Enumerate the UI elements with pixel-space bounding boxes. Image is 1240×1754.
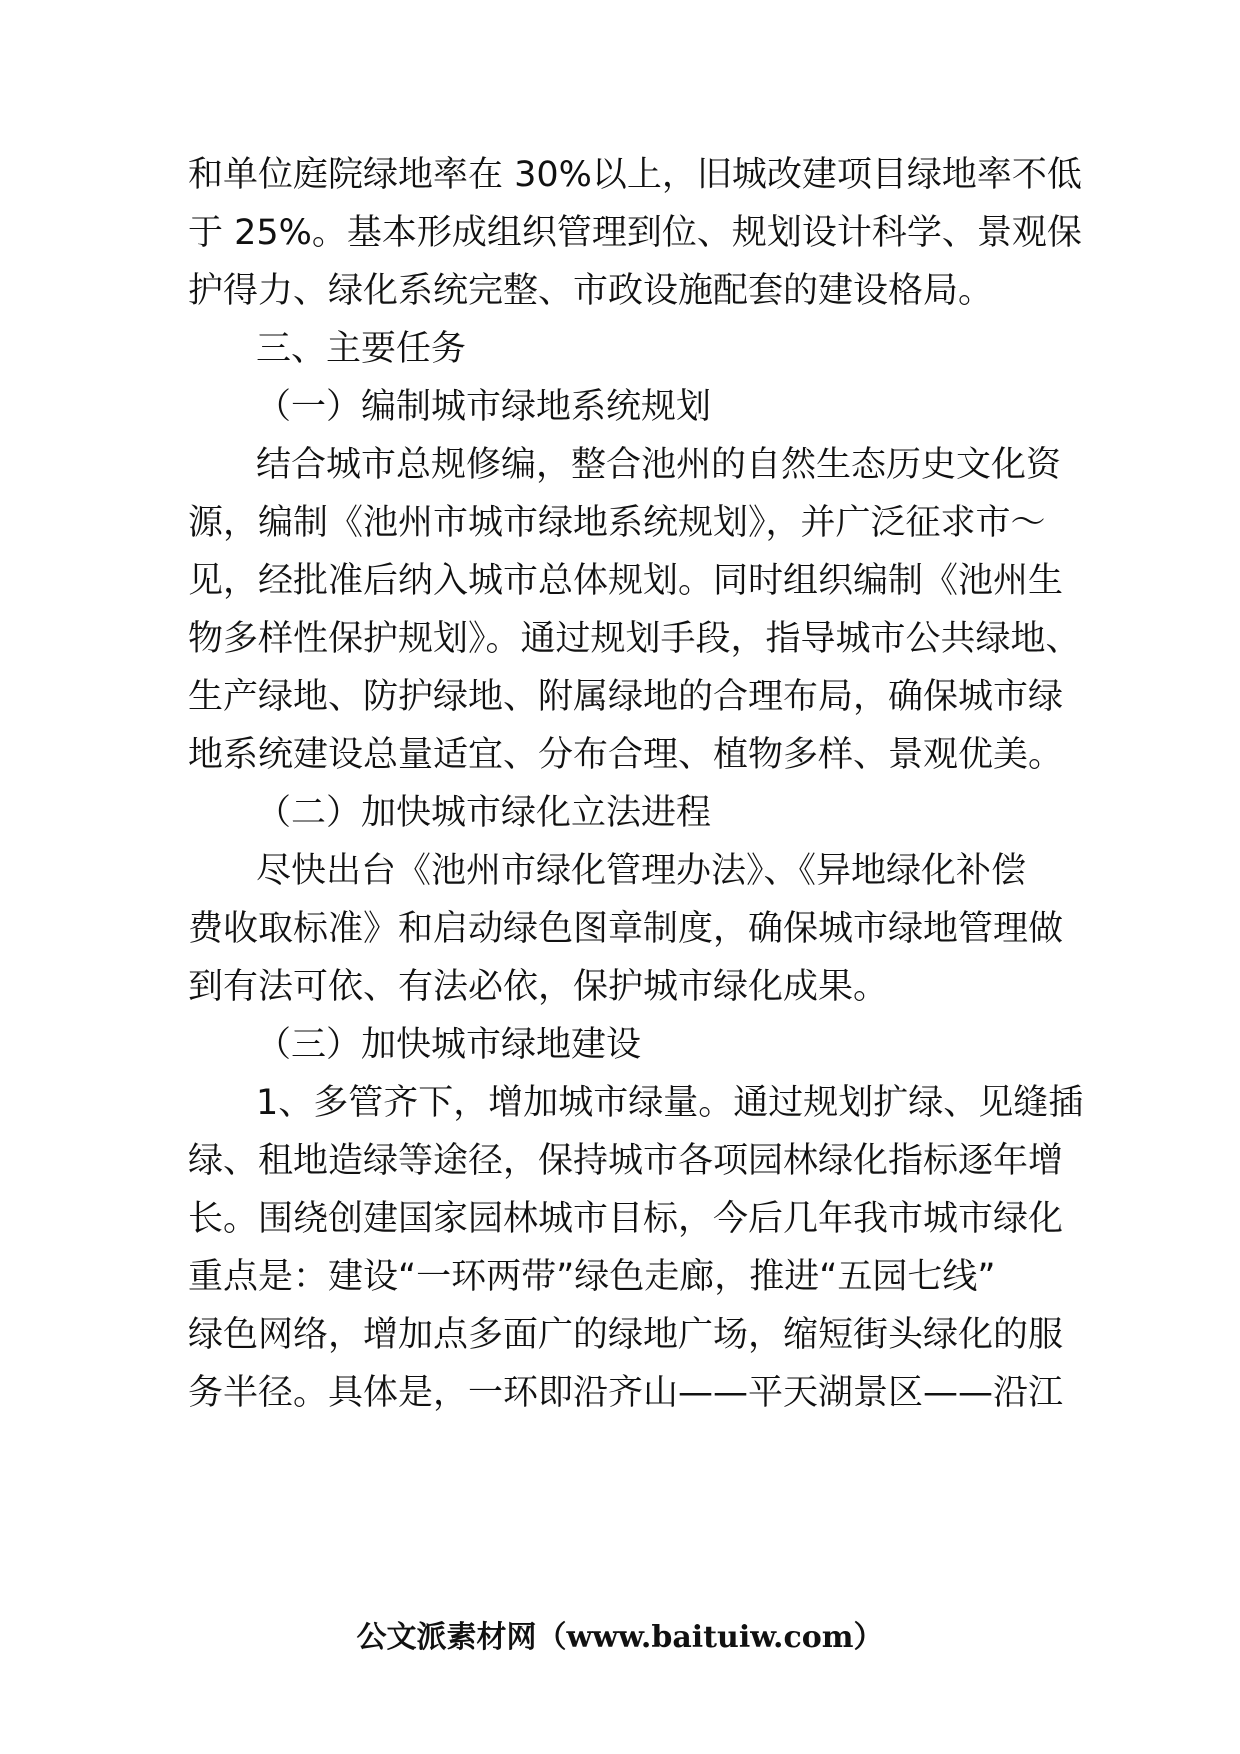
subsection-heading: （二）加快城市绿化立法进程 [256, 793, 712, 833]
paragraph-line: 绿、租地造绿等途径，保持城市各项园林绿化指标逐年增 [188, 1141, 1064, 1181]
paragraph-line: 尽快出台《池州市绿化管理办法》、《异地绿化补偿 [256, 851, 1027, 891]
paragraph-line: 结合城市总规修编，整合池州的自然生态历史文化资 [256, 445, 1062, 485]
footer-watermark-text: 公文派素材网（www.baituiw.com） [356, 1620, 884, 1655]
paragraph-line: 见，经批准后纳入城市总体规划。同时组织编制《池州生 [188, 561, 1064, 601]
paragraph-line: 重点是：建设“一环两带”绿色走廊，推进“五园七线” [188, 1257, 996, 1297]
paragraph-line: 到有法可依、有法必依，保护城市绿化成果。 [188, 967, 889, 1007]
section-heading: 三、主要任务 [256, 329, 467, 369]
paragraph-line: 长。围绕创建国家园林城市目标，今后几年我市城市绿化 [188, 1199, 1064, 1239]
paragraph-line: 于 25%。基本形成组织管理到位、规划设计科学、景观保 [188, 213, 1082, 253]
paragraph-line: 1、多管齐下，增加城市绿量。通过规划扩绿、见缝插 [256, 1083, 1084, 1123]
subsection-heading: （三）加快城市绿地建设 [256, 1025, 642, 1065]
paragraph-line: 和单位庭院绿地率在 30%以上，旧城改建项目绿地率不低 [188, 155, 1082, 195]
paragraph-line: 护得力、绿化系统完整、市政设施配套的建设格局。 [188, 271, 994, 311]
paragraph-line: 务半径。具体是，一环即沿齐山——平天湖景区——沿江 [188, 1373, 1064, 1413]
paragraph-line: 费收取标准》和启动绿色图章制度，确保城市绿地管理做 [188, 909, 1064, 949]
paragraph-line: 生产绿地、防护绿地、附属绿地的合理布局，确保城市绿 [188, 677, 1064, 717]
paragraph-line: 物多样性保护规划》。通过规划手段，指导城市公共绿地、 [188, 619, 1081, 659]
paragraph-line: 源，编制《池州市城市绿地系统规划》，并广泛征求市～ [188, 503, 1046, 543]
paragraph-line: 绿色网络，增加点多面广的绿地广场，缩短街头绿化的服 [188, 1315, 1064, 1355]
subsection-heading: （一）编制城市绿地系统规划 [256, 387, 712, 427]
paragraph-line: 地系统建设总量适宜、分布合理、植物多样、景观优美。 [188, 735, 1064, 775]
